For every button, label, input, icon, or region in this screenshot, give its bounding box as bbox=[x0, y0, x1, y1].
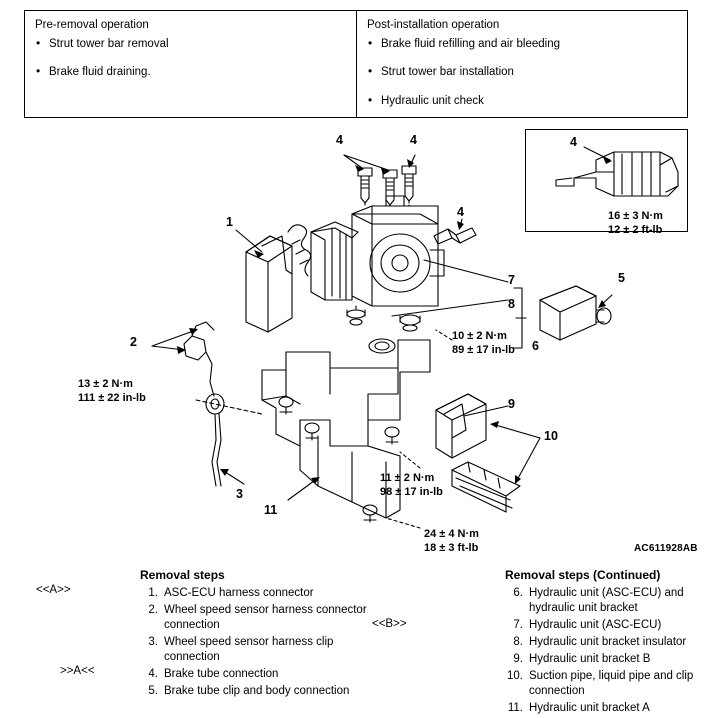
torque-inset-metric: 16 ± 3 N·m bbox=[608, 210, 663, 222]
list-item: • Brake fluid draining. bbox=[33, 65, 348, 79]
callout-1: 1 bbox=[226, 215, 233, 229]
callout-9: 9 bbox=[508, 397, 515, 411]
torque-center bbox=[452, 330, 515, 358]
callout-4-top-left: 4 bbox=[336, 133, 343, 147]
step-number: 6. bbox=[513, 587, 523, 599]
step-number: 9. bbox=[513, 652, 523, 665]
callout-4-inset: 4 bbox=[570, 135, 577, 149]
callout-10: 10 bbox=[544, 429, 558, 443]
asc-ecu-harness-connector bbox=[236, 225, 311, 332]
torque-bottom bbox=[424, 528, 479, 556]
step-text: Hydraulic unit bracket B bbox=[529, 652, 651, 665]
torque-center-imperial: 89 ± 17 in-lb bbox=[452, 343, 515, 356]
step-text: Hydraulic unit bracket A bbox=[529, 701, 650, 714]
step-text: Hydraulic unit (ASC-ECU) bbox=[529, 618, 662, 631]
step-text: ASC-ECU harness connector bbox=[164, 587, 314, 599]
callout-8: 8 bbox=[508, 297, 515, 311]
list-item bbox=[140, 635, 370, 665]
step-text: Suction pipe, liquid pipe and clip connection bbox=[529, 669, 694, 697]
post-installation-operation-list bbox=[365, 37, 679, 108]
list-item bbox=[505, 618, 705, 633]
list-item bbox=[140, 684, 370, 699]
callout-3: 3 bbox=[236, 487, 243, 501]
list-item bbox=[140, 586, 370, 601]
right-bolt-4 bbox=[434, 219, 476, 244]
pre-removal-operation-list bbox=[33, 37, 348, 80]
torque-left bbox=[78, 378, 146, 406]
callout-4-top-right: 4 bbox=[410, 133, 417, 147]
step-text: Hydraulic unit bracket insulator bbox=[529, 635, 687, 648]
post-installation-operation-column bbox=[356, 11, 687, 117]
hydraulic-unit-body bbox=[311, 196, 444, 353]
list-item bbox=[505, 701, 705, 716]
step-text: Brake tube clip and body connection bbox=[164, 684, 350, 697]
torque-center-metric: 10 ± 2 N·m bbox=[452, 330, 507, 342]
removal-steps-continued-title: Removal steps (Continued) bbox=[505, 568, 661, 582]
callout-7: 7 bbox=[508, 273, 515, 287]
step-number: 3. bbox=[148, 635, 158, 648]
list-item bbox=[505, 652, 705, 667]
post-installation-operation-title: Post-installation operation bbox=[367, 19, 500, 31]
list-item bbox=[140, 667, 370, 682]
torque-bottom-imperial: 18 ± 3 ft-lb bbox=[424, 541, 479, 554]
torque-lower-imperial: 98 ± 17 in-lb bbox=[380, 485, 443, 498]
bracket-part-5 bbox=[540, 286, 612, 340]
list-item bbox=[140, 603, 370, 633]
torque-left-metric: 13 ± 2 N·m bbox=[78, 378, 133, 390]
step-number: 10. bbox=[507, 669, 523, 682]
callout-5: 5 bbox=[618, 271, 625, 285]
detail-inset-box bbox=[525, 129, 688, 232]
step-text: Wheel speed sensor harness clip connection bbox=[164, 635, 334, 663]
list-item: • Strut tower bar installation bbox=[365, 65, 679, 79]
torque-lower bbox=[380, 472, 443, 500]
figure-code: AC611928AB bbox=[634, 543, 698, 554]
removal-steps-left-list bbox=[140, 586, 370, 699]
bracket-b-and-pipes bbox=[436, 394, 540, 512]
callout-6: 6 bbox=[532, 339, 539, 353]
torque-bottom-metric: 24 ± 4 N·m bbox=[424, 528, 479, 540]
torque-inset-imperial: 12 ± 2 ft-lb bbox=[608, 223, 663, 236]
callout-2: 2 bbox=[130, 335, 137, 349]
step-number: 11. bbox=[507, 701, 523, 714]
list-item bbox=[505, 669, 705, 699]
list-item bbox=[505, 635, 705, 650]
step-number: 8. bbox=[513, 635, 523, 648]
step-number: 7. bbox=[513, 618, 523, 631]
step-number: 4. bbox=[148, 667, 158, 680]
torque-left-imperial: 111 ± 22 in-lb bbox=[78, 391, 146, 404]
callout-11: 11 bbox=[264, 503, 278, 517]
step-text: Brake tube connection bbox=[164, 667, 279, 680]
marker-a-install: >>A<< bbox=[60, 665, 95, 677]
marker-b-double: <<B>> bbox=[372, 618, 407, 630]
removal-steps-right bbox=[505, 568, 705, 718]
removal-steps-right-list bbox=[505, 586, 705, 716]
marker-a-double-left: <<A>> bbox=[36, 584, 71, 596]
removal-steps-title: Removal steps bbox=[140, 568, 225, 582]
step-number: 5. bbox=[148, 684, 158, 697]
callout-4-right: 4 bbox=[457, 205, 464, 219]
pre-removal-operation-title: Pre-removal operation bbox=[35, 19, 149, 31]
step-number: 1. bbox=[148, 587, 158, 599]
list-item bbox=[505, 586, 705, 616]
torque-lower-metric: 11 ± 2 N·m bbox=[380, 472, 435, 484]
step-text: Wheel speed sensor harness connector connection bbox=[164, 603, 367, 631]
pre-removal-operation-column bbox=[25, 11, 356, 117]
top-bolts-group bbox=[344, 155, 416, 205]
torque-inset bbox=[608, 210, 663, 238]
step-number: 2. bbox=[148, 603, 158, 616]
list-item: • Strut tower bar removal bbox=[33, 37, 348, 51]
list-item: • Hydraulic unit check bbox=[365, 94, 679, 108]
step-text: Hydraulic unit (ASC-ECU) and hydraulic unit bracket bbox=[529, 587, 684, 614]
removal-steps-left bbox=[140, 568, 370, 701]
list-item: • Brake fluid refilling and air bleeding bbox=[365, 37, 679, 51]
wheel-speed-sensor-harness bbox=[152, 322, 262, 486]
operations-table bbox=[24, 10, 688, 118]
